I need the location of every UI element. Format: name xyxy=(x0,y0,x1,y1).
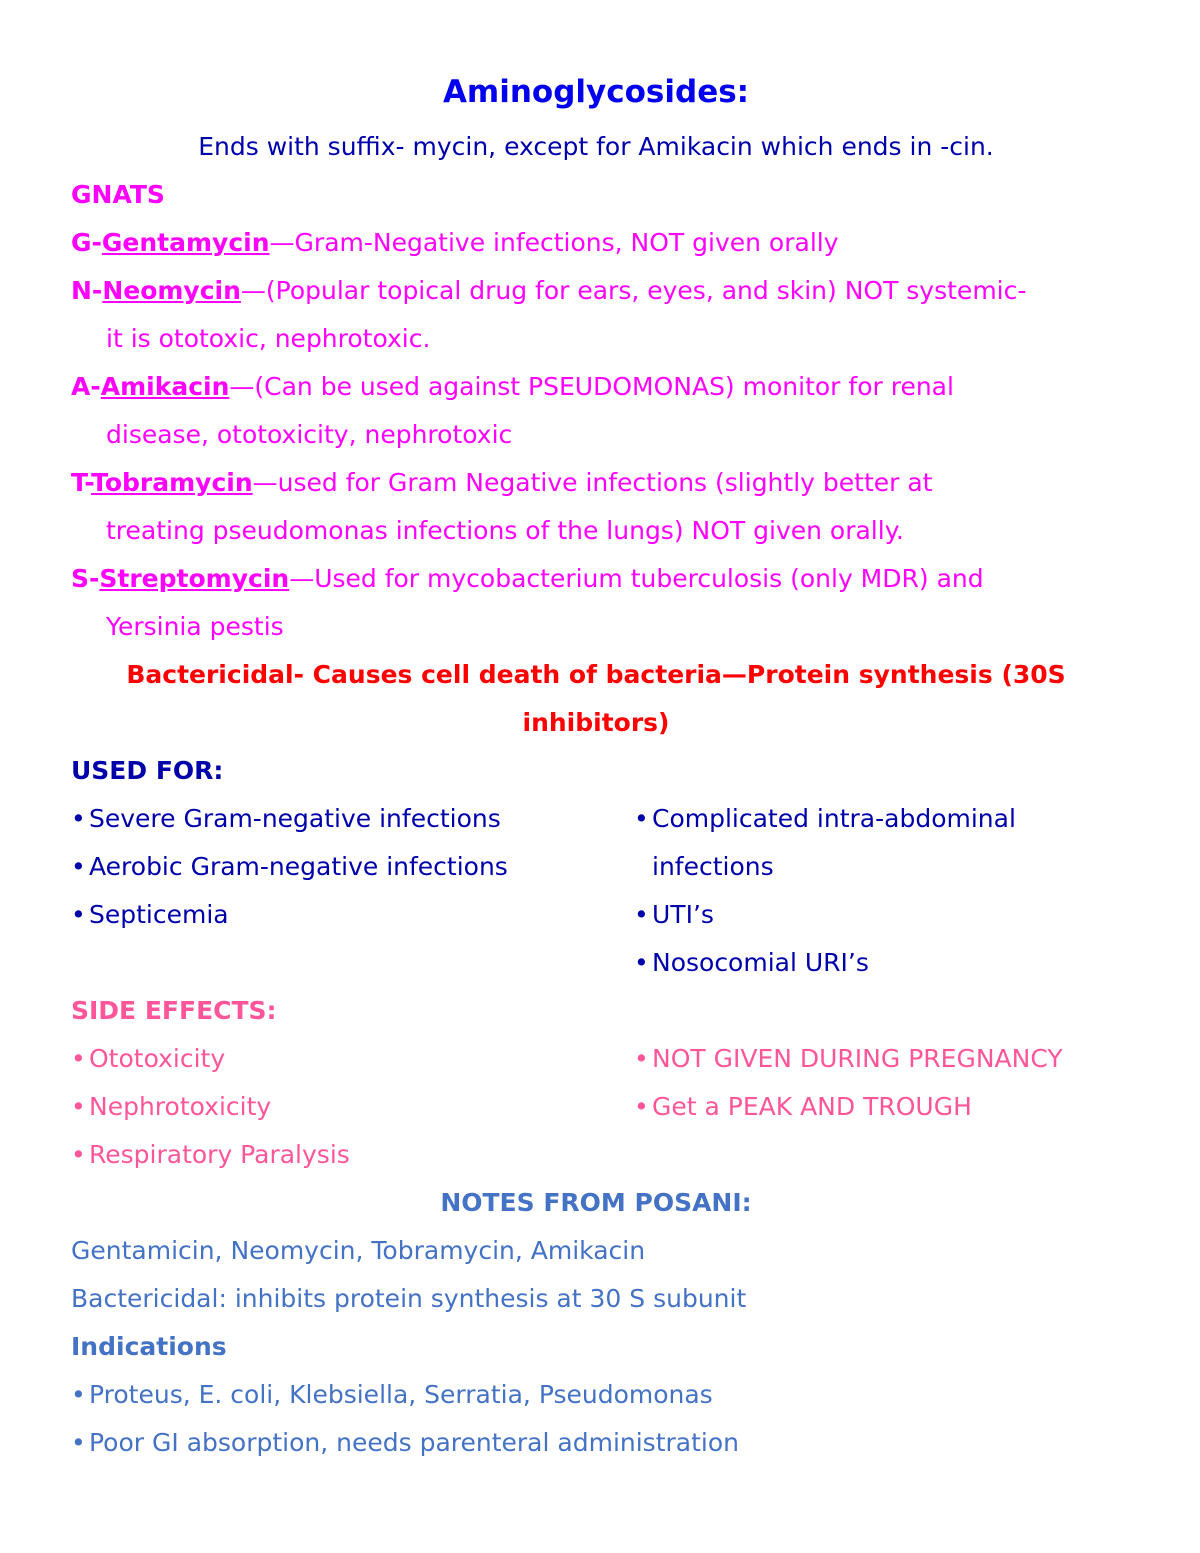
drug-entry xyxy=(71,267,1121,315)
bullet-icon: • xyxy=(71,1428,86,1457)
drug-description-continued: it is ototoxic, nephrotoxic. xyxy=(106,324,431,353)
notes-line: Gentamicin, Neomycin, Tobramycin, Amikacin xyxy=(71,1236,646,1265)
used-for-list xyxy=(71,795,1121,987)
drug-description: —Used for mycobacterium tuberculosis (only MDR) and xyxy=(289,564,984,593)
document-page xyxy=(71,67,1121,1467)
list-item: • Severe Gram-negative infections xyxy=(71,795,634,843)
list-item: • Aerobic Gram-negative infections xyxy=(71,843,634,891)
drug-entry xyxy=(71,363,1121,411)
list-item: • Septicemia xyxy=(71,891,634,939)
drug-letter: T- xyxy=(71,468,92,497)
drug-description: —(Popular topical drug for ears, eyes, and skin) NOT systemic- xyxy=(240,276,1027,305)
drug-description-continued: Yersinia pestis xyxy=(106,612,284,641)
drug-entry xyxy=(71,555,1121,603)
list-item: • Proteus, E. coli, Klebsiella, Serratia, Pseudomonas xyxy=(71,1371,1121,1419)
drug-entry xyxy=(71,219,1121,267)
subtitle: Ends with suffix- mycin, except for Amikacin which ends in -cin. xyxy=(198,132,994,161)
notes-line: Bactericidal: inhibits protein synthesis at 30 S subunit xyxy=(71,1284,747,1313)
list-item-continued: infections xyxy=(652,852,774,881)
bullet-icon: • xyxy=(71,900,86,929)
bullet-icon: • xyxy=(634,948,649,977)
list-item: • Get a PEAK AND TROUGH xyxy=(634,1083,1121,1131)
list-item: • Complicated intra-abdominal xyxy=(634,795,1121,843)
side-effects-heading: SIDE EFFECTS: xyxy=(71,996,277,1025)
drug-letter: A- xyxy=(71,372,101,401)
list-item: • Poor GI absorption, needs parenteral administration xyxy=(71,1419,1121,1467)
notes-heading: NOTES FROM POSANI: xyxy=(440,1188,752,1217)
list-item: • Nosocomial URI’s xyxy=(634,939,1121,987)
drug-letter: G- xyxy=(71,228,102,257)
list-item: • Ototoxicity xyxy=(71,1035,634,1083)
bullet-icon: • xyxy=(634,804,649,833)
drug-description: —(Can be used against PSEUDOMONAS) monitor for renal xyxy=(229,372,954,401)
bullet-icon: • xyxy=(71,1140,86,1169)
drug-description-continued: disease, ototoxicity, nephrotoxic xyxy=(106,420,513,449)
drug-entry xyxy=(71,459,1121,507)
bullet-icon: • xyxy=(71,804,86,833)
indications-list xyxy=(71,1371,1121,1467)
used-for-heading: USED FOR: xyxy=(71,756,224,785)
drug-name: Gentamycin xyxy=(101,228,270,257)
drug-name: Amikacin xyxy=(100,372,230,401)
side-effects-left-column xyxy=(71,1035,634,1179)
bullet-icon: • xyxy=(71,852,86,881)
list-item: • Nephrotoxicity xyxy=(71,1083,634,1131)
bullet-icon: • xyxy=(71,1044,86,1073)
drug-description-continued: treating pseudomonas infections of the lungs) NOT given orally. xyxy=(106,516,904,545)
bullet-icon: • xyxy=(634,1092,649,1121)
side-effects-list xyxy=(71,1035,1121,1179)
bactericidal-statement-continued: inhibitors) xyxy=(522,708,670,737)
drug-name: Tobramycin xyxy=(91,468,253,497)
bullet-icon: • xyxy=(71,1092,86,1121)
list-item: • NOT GIVEN DURING PREGNANCY xyxy=(634,1035,1121,1083)
drug-letter: N- xyxy=(71,276,103,305)
page-title: Aminoglycosides: xyxy=(442,74,750,110)
bullet-icon: • xyxy=(634,1044,649,1073)
bactericidal-statement: Bactericidal- Causes cell death of bacteria—Protein synthesis (30S xyxy=(126,660,1066,689)
drug-description: —used for Gram Negative infections (slightly better at xyxy=(252,468,933,497)
drug-letter: S- xyxy=(71,564,100,593)
list-item: • Respiratory Paralysis xyxy=(71,1131,634,1179)
used-for-right-column xyxy=(634,795,1121,987)
mnemonic: GNATS xyxy=(71,180,165,209)
bullet-icon: • xyxy=(71,1380,86,1409)
list-item: • UTI’s xyxy=(634,891,1121,939)
bullet-icon: • xyxy=(634,900,649,929)
indications-heading: Indications xyxy=(71,1332,227,1361)
drug-name: Streptomycin xyxy=(99,564,290,593)
side-effects-right-column xyxy=(634,1035,1121,1179)
drug-name: Neomycin xyxy=(102,276,241,305)
used-for-left-column xyxy=(71,795,634,987)
drug-description: —Gram-Negative infections, NOT given orally xyxy=(269,228,839,257)
